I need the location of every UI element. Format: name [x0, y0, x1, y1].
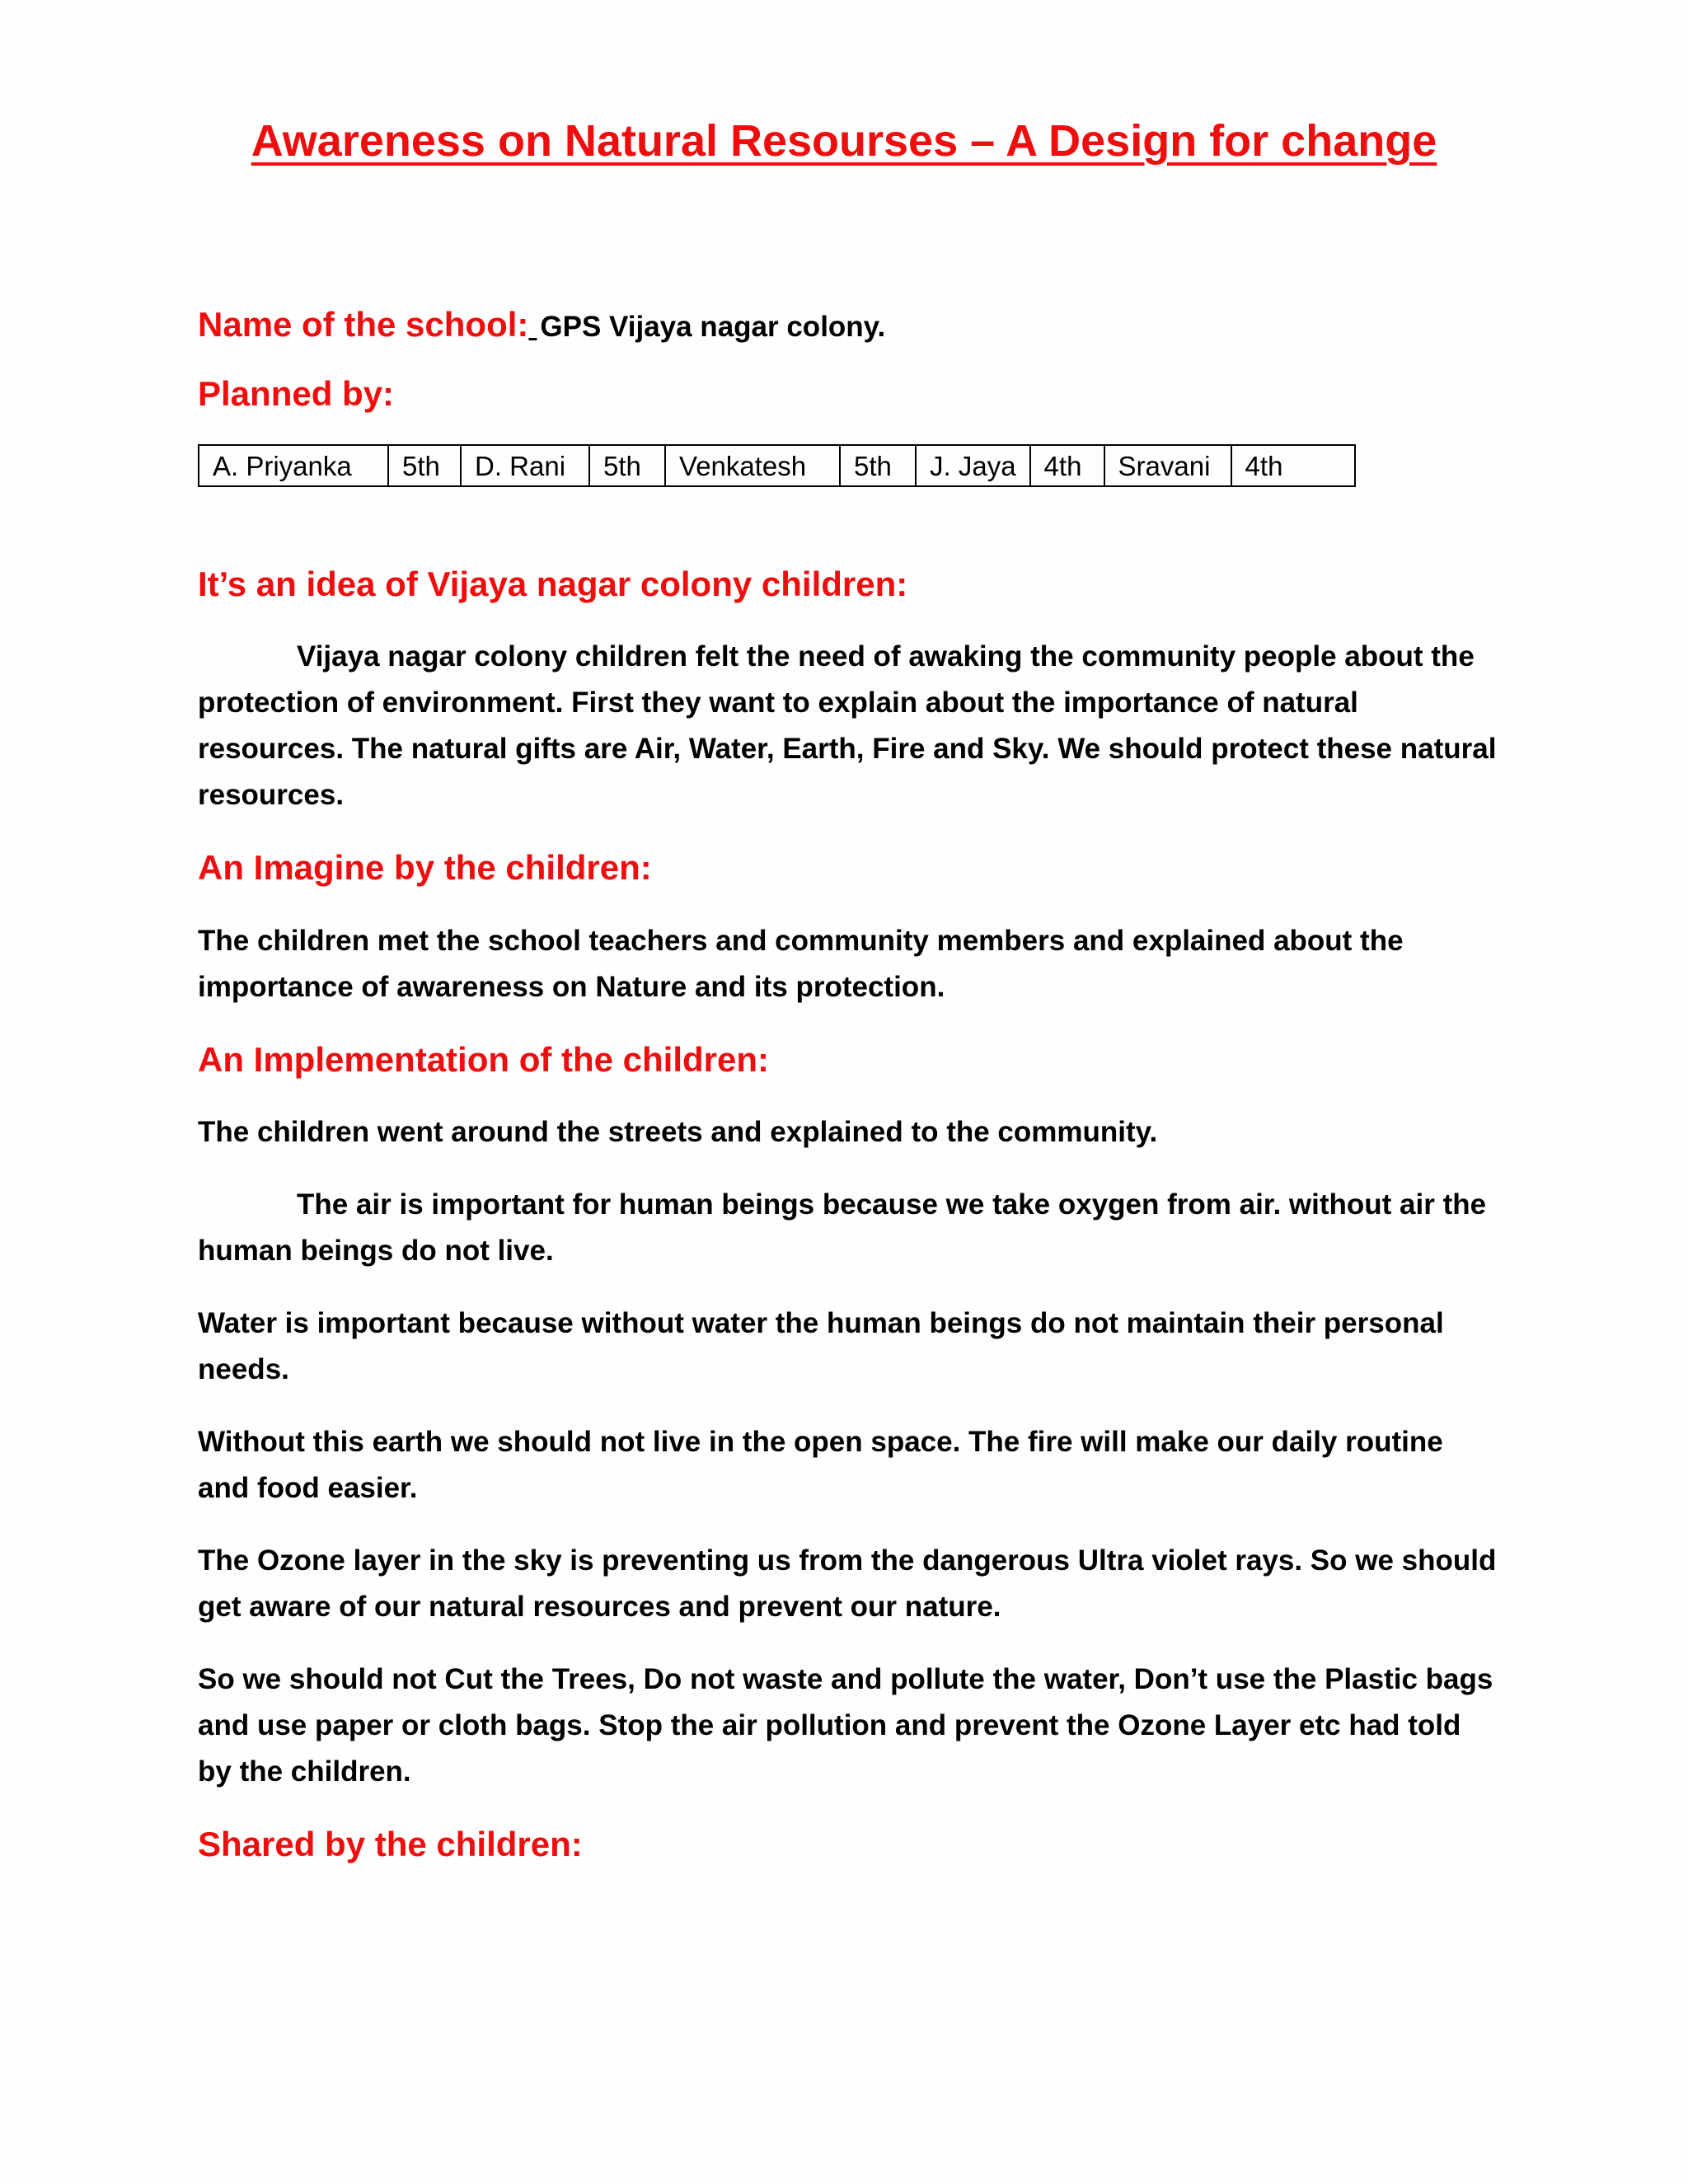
- implementation-paragraph-1: The children went around the streets and explained to the community.: [198, 1116, 1158, 1148]
- planner-name-1: A. Priyanka: [199, 445, 388, 486]
- planner-class-4: 4th: [1030, 445, 1104, 486]
- planner-name-5: Sravani: [1104, 445, 1231, 486]
- idea-paragraph: Vijaya nagar colony children felt the need of awaking the community people about the protection of environment. First they want to explain about the importance of natural resources. The natural gifts are Air, Water, Earth, Fire and Sky. We should protect these natural resources.: [198, 640, 1497, 811]
- implementation-paragraph-3: Water is important because without water the human beings do not maintain their personal needs.: [198, 1307, 1444, 1385]
- implementation-paragraph-4: Without this earth we should not live in the open space. The fire will make our daily routine and food easier.: [198, 1426, 1443, 1504]
- planned-by-heading: Planned by:: [198, 374, 395, 413]
- planner-class-2: 5th: [589, 445, 665, 486]
- planner-name-2: D. Rani: [461, 445, 589, 486]
- imagine-paragraph: The children met the school teachers and community members and explained about the importance of awareness on Nature and its protection.: [198, 924, 1404, 1003]
- planner-name-3: Venkatesh: [665, 445, 840, 486]
- implementation-paragraph-5: The Ozone layer in the sky is preventing us from the dangerous Ultra violet rays. So we should get aware of our natural resources and prevent our nature.: [198, 1544, 1497, 1623]
- planners-table: [198, 444, 1356, 487]
- shared-heading: Shared by the children:: [198, 1825, 583, 1863]
- implementation-heading: An Implementation of the children:: [198, 1039, 770, 1079]
- implementation-paragraph-2: The air is important for human beings because we take oxygen from air. without air the human beings do not live.: [198, 1188, 1487, 1267]
- page-title: Awareness on Natural Resourses – A Design for change: [251, 116, 1437, 166]
- planner-class-5: 4th: [1231, 445, 1355, 486]
- document-body: [198, 305, 1500, 1867]
- school-name: GPS Vijaya nagar colony.: [540, 311, 886, 343]
- planners-row: [199, 445, 1355, 486]
- planner-class-1: 5th: [388, 445, 461, 486]
- planner-name-4: J. Jaya: [916, 445, 1030, 486]
- school-label: Name of the school:: [198, 305, 529, 344]
- planner-class-3: 5th: [840, 445, 916, 486]
- idea-heading: It’s an idea of Vijaya nagar colony children:: [198, 564, 908, 603]
- imagine-heading: An Imagine by the children:: [198, 848, 652, 887]
- school-line: [198, 305, 1500, 344]
- implementation-paragraph-6: So we should not Cut the Trees, Do not waste and pollute the water, Don’t use the Plastic bags and use paper or cloth bags. Stop the air pollution and prevent the Ozone Layer etc had told by the children.: [198, 1663, 1493, 1788]
- school-separator: [528, 309, 540, 344]
